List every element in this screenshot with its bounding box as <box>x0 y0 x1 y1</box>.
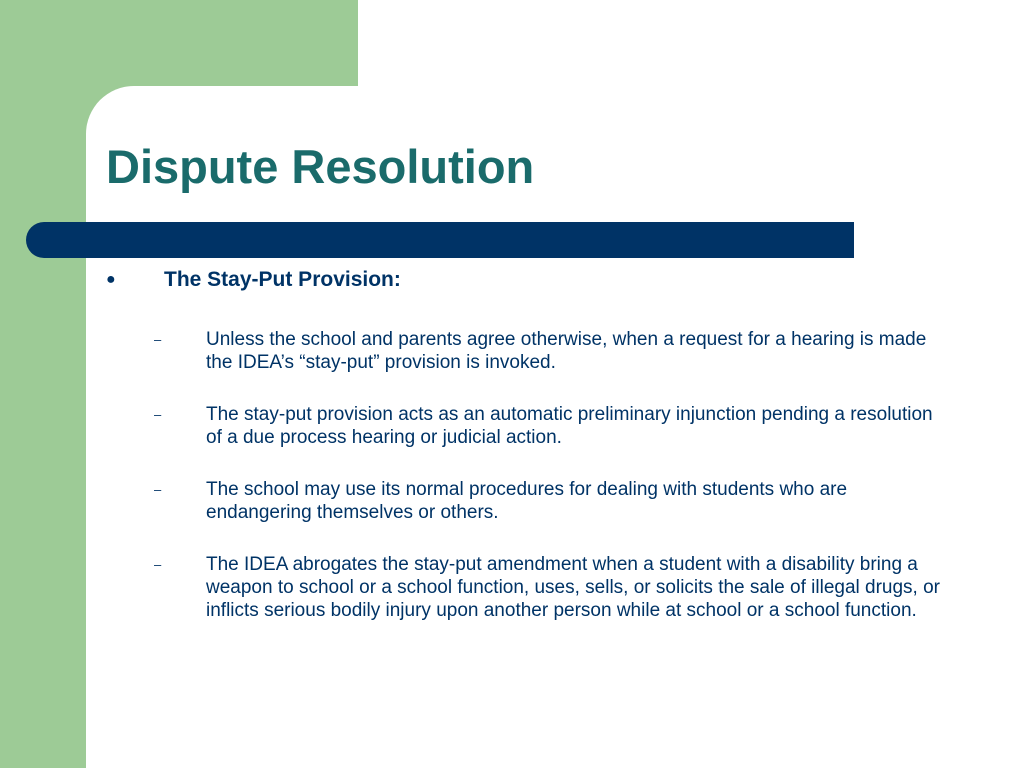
decorative-green-left <box>0 0 86 768</box>
bullet-dot-icon: ● <box>106 271 116 288</box>
sub-point <box>154 328 954 374</box>
sub-point <box>154 478 954 524</box>
sub-point-text: Unless the school and parents agree otherwise, when a request for a hearing is made the IDEA’s “stay-put” provision is invoked. <box>206 329 927 373</box>
title-divider-bar-end <box>848 224 854 256</box>
decorative-white-top <box>358 0 1024 86</box>
sub-point-list <box>154 328 954 651</box>
slide-title: Dispute Resolution <box>106 140 535 193</box>
main-bullet-label: The Stay-Put Provision: <box>164 268 401 291</box>
dash-icon: – <box>154 482 162 497</box>
sub-point <box>154 553 954 622</box>
sub-point-text: The stay-put provision acts as an automatic preliminary injunction pending a resolution of a due process hearing or judicial action. <box>206 404 933 448</box>
sub-point-text: The IDEA abrogates the stay-put amendment when a student with a disability bring a weapon to school or a school function, uses, sells, or solicits the sale of illegal drugs, or inflicts serious bodily injury upon another person while at school or a school function. <box>206 554 940 621</box>
dash-icon: – <box>154 557 162 572</box>
sub-point <box>154 403 954 449</box>
dash-icon: – <box>154 332 162 347</box>
decorative-green-top <box>0 0 358 86</box>
sub-point-text: The school may use its normal procedures for dealing with students who are endangering themselves or others. <box>206 479 848 523</box>
title-divider-bar <box>26 222 854 258</box>
dash-icon: – <box>154 407 162 422</box>
